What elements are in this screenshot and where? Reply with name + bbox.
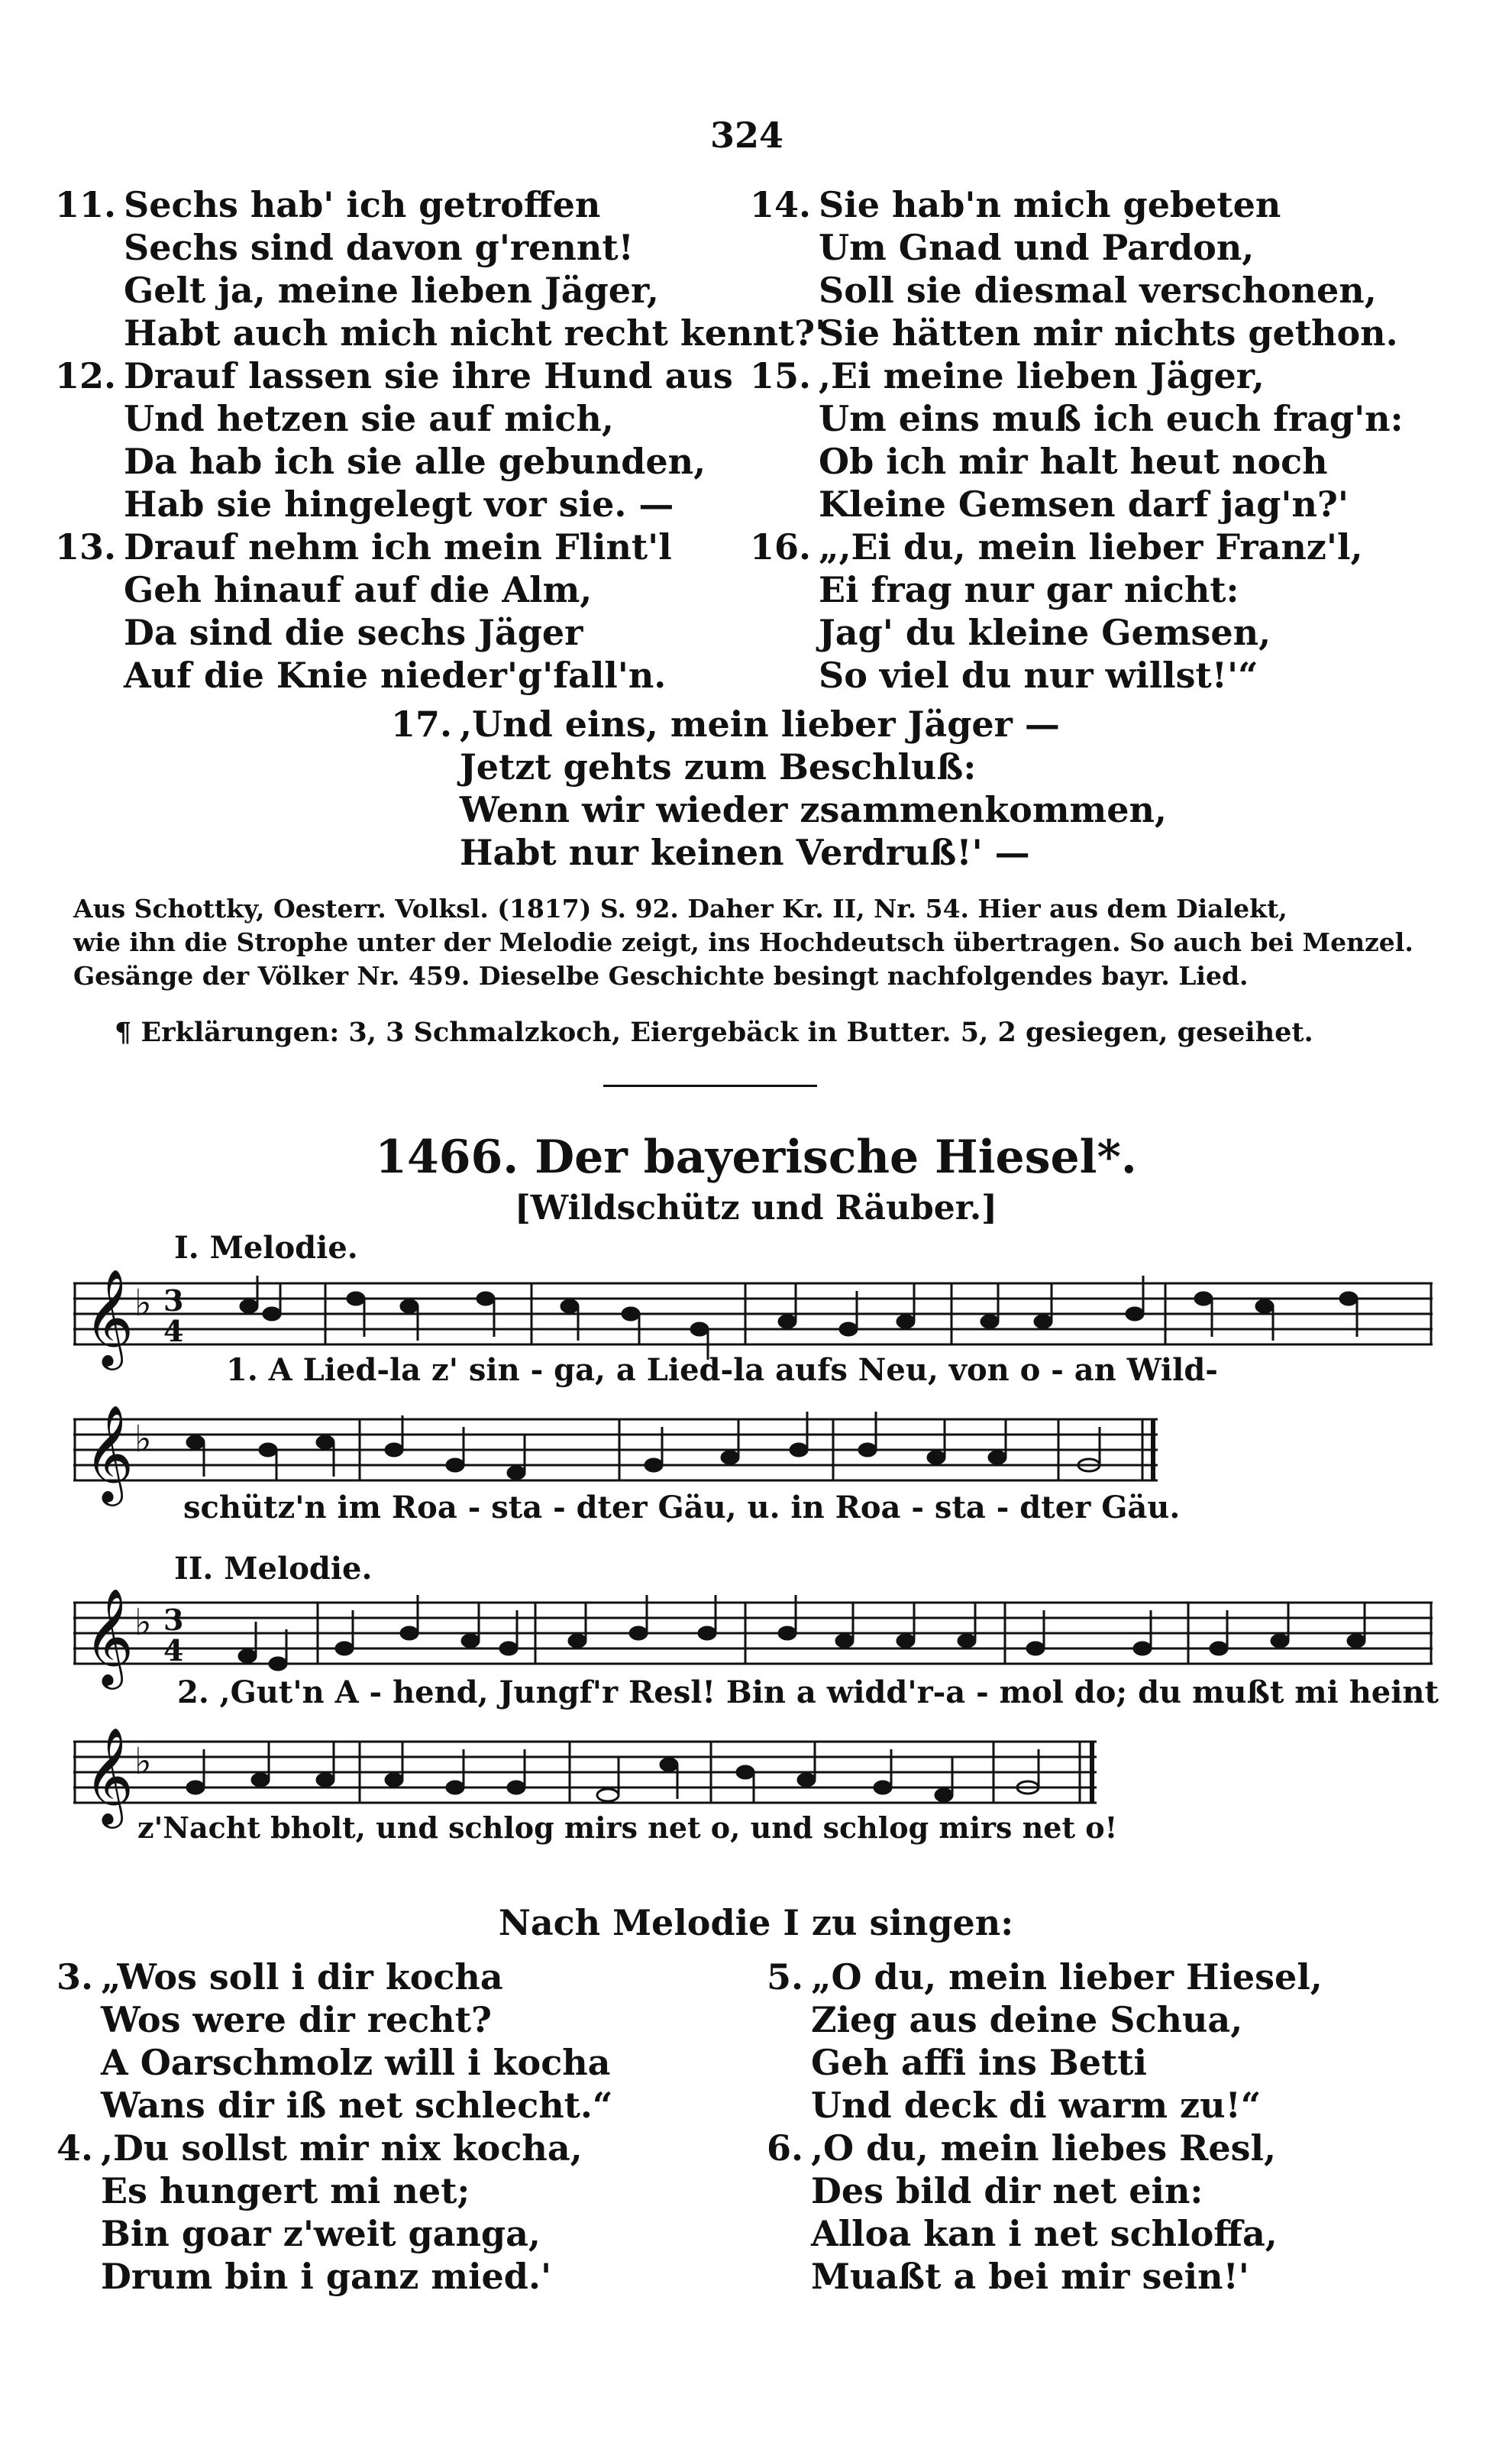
stanza-number: 17. [390, 704, 452, 745]
bottom-left-stanzas [23, 1956, 612, 2298]
stanza-line: A Oarschmolz will i kocha [101, 2042, 611, 2083]
stanza-13 [46, 526, 825, 697]
stanza-6 [733, 2127, 1323, 2298]
stanza-number: 13. [54, 526, 116, 568]
melody-1-lyrics-line-1: 1. A Lied-la z' sin - ga, a Lied-la aufs Neu, von o - an Wild- [226, 1352, 1218, 1388]
stanza-line: Sie hab'n mich gebeten [819, 184, 1281, 225]
right-stanzas [741, 183, 1404, 697]
flat-icon: ♭ [134, 1418, 152, 1461]
stanza-line: Ob ich mir halt heut noch [819, 441, 1328, 482]
stanza-line: „O du, mein lieber Hiesel, [811, 1956, 1323, 1998]
stanza-line: Um eins muß ich euch frag'n: [819, 398, 1404, 439]
treble-clef-icon: 𝄞 [84, 1268, 134, 1366]
melody-2-lyrics-line-1: 2. ,Gut'n A - hend, Jungf'r Resl! Bin a widd'r-a - mol do; du mußt mi heint [177, 1674, 1439, 1710]
stanza-line: Sie hätten mir nichts gethon. [819, 312, 1398, 354]
stanza-line: Zieg aus deine Schua, [811, 1999, 1243, 2040]
stanza-line: Soll sie diesmal verschonen, [819, 270, 1377, 311]
stanza-number: 3. [56, 1956, 93, 1998]
notes [187, 1412, 1100, 1480]
notes [241, 1276, 1357, 1360]
song-title-text: Der bayerische Hiesel*. [535, 1131, 1137, 1184]
melody-1-label: I. Melodie. [174, 1230, 358, 1266]
stanza-line: Wenn wir wieder zsammenkommen, [460, 789, 1167, 830]
stanza-5 [733, 1956, 1323, 2127]
page-number: 324 [710, 115, 784, 156]
time-sig-bottom: 4 [163, 1633, 184, 1668]
flat-icon: ♭ [134, 1282, 152, 1325]
stanza-line: Kleine Gemsen darf jag'n?' [819, 484, 1349, 525]
stanza-line: Jetzt gehts zum Beschluß: [460, 746, 977, 788]
stanza-line: Sechs hab' ich getroffen [124, 184, 601, 225]
source-note-line: Aus Schottky, Oesterr. Volksl. (1817) S. 92. Daher Kr. II, Nr. 54. Hier aus dem Dialekt, [73, 894, 1287, 924]
stanza-line: Alloa kan i net schloffa, [811, 2213, 1278, 2254]
treble-clef-icon: 𝄞 [84, 1404, 134, 1502]
stanza-line: Gelt ja, meine lieben Jäger, [124, 270, 659, 311]
song-number: 1466. [375, 1131, 519, 1184]
section-divider [603, 1085, 817, 1087]
explanation-note: ¶ Erklärungen: 3, 3 Schmalzkoch, Eiergebäck in Butter. 5, 2 gesiegen, geseihet. [115, 1017, 1313, 1048]
stanza-line: Da hab ich sie alle gebunden, [124, 441, 706, 482]
stanza-line: Ei frag nur gar nicht: [819, 569, 1239, 610]
stanza-line: Geh affi ins Betti [811, 2042, 1148, 2083]
flat-icon: ♭ [134, 1601, 152, 1644]
melody-1-lyrics-line-2: schütz'n im Roa - sta - dter Gäu, u. in Roa - sta - dter Gäu. [183, 1490, 1181, 1525]
treble-clef-icon: 𝄞 [84, 1587, 134, 1685]
stanza-line: Muaßt a bei mir sein!' [811, 2256, 1249, 2297]
stanza-line: Jag' du kleine Gemsen, [819, 612, 1271, 653]
stanza-number: 11. [54, 184, 116, 225]
stanza-12 [46, 354, 825, 526]
source-note-line: Gesänge der Völker Nr. 459. Dieselbe Geschichte besingt nachfolgendes bayr. Lied. [73, 961, 1249, 991]
stanza-line: Drum bin i ganz mied.' [101, 2256, 552, 2297]
stanza-line: Auf die Knie nieder'g'fall'n. [124, 655, 667, 696]
source-note-line: wie ihn die Strophe unter der Melodie zeigt, ins Hochdeutsch übertragen. So auch bei Menzel. [73, 927, 1413, 957]
melody-2-lyrics-line-2: z'Nacht bholt, und schlog mirs net o, und schlog mirs net o! [137, 1810, 1118, 1845]
treble-clef-icon: 𝄞 [84, 1726, 134, 1824]
stanza-line: Sechs sind davon g'rennt! [124, 227, 634, 268]
stanza-line: Drauf nehm ich mein Flint'l [124, 526, 672, 568]
stanza-16 [741, 526, 1404, 697]
bottom-right-stanzas [733, 1956, 1323, 2298]
flat-icon: ♭ [134, 1740, 152, 1783]
stanza-line: Habt auch mich nicht recht kennt?' [124, 312, 826, 354]
stanza-line: Um Gnad und Pardon, [819, 227, 1255, 268]
stanza-line: ,Ei meine lieben Jäger, [819, 355, 1265, 396]
stanza-line: Wos were dir recht? [101, 1999, 492, 2040]
stanza-line: Und hetzen sie auf mich, [124, 398, 614, 439]
stanza-number: 15. [749, 355, 811, 396]
stanza-number: 14. [749, 184, 811, 225]
time-sig-bottom: 4 [163, 1314, 184, 1348]
time-sig-top: 3 [163, 1283, 184, 1318]
stanza-line: „,Ei du, mein lieber Franz'l, [819, 526, 1363, 568]
stanza-line: Bin goar z'weit ganga, [101, 2213, 541, 2254]
stanza-line: Habt nur keinen Verdruß!' — [460, 832, 1030, 873]
stanza-line: Hab sie hingelegt vor sie. — [124, 484, 674, 525]
left-stanzas [46, 183, 825, 697]
time-sig-top: 3 [163, 1603, 184, 1637]
stanza-11 [46, 183, 825, 354]
stanza-line: So viel du nur willst!'“ [819, 655, 1258, 696]
stanza-4 [23, 2127, 612, 2298]
song-subtitle: [Wildschütz und Räuber.] [514, 1189, 997, 1228]
stanza-line: Wans dir iß net schlecht.“ [101, 2085, 613, 2126]
song-title [0, 1131, 1512, 1184]
stanza-line: ,Und eins, mein lieber Jäger — [460, 704, 1060, 745]
stanza-line: Da sind die sechs Jäger [124, 612, 583, 653]
stanza-line: Des bild dir net ein: [811, 2170, 1203, 2211]
stanza-14 [741, 183, 1404, 354]
stanza-number: 12. [54, 355, 116, 396]
stanza-line: Und deck di warm zu!“ [811, 2085, 1262, 2126]
stanza-line: ,Du sollst mir nix kocha, [101, 2127, 583, 2169]
stanza-line: „Wos soll i dir kocha [101, 1956, 503, 1998]
stanza-number: 5. [766, 1956, 803, 1998]
stanza-number: 6. [766, 2127, 803, 2169]
stanza-line: Drauf lassen sie ihre Hund aus [124, 355, 733, 396]
stanza-3 [23, 1956, 612, 2127]
melody-2-label: II. Melodie. [174, 1551, 373, 1587]
stanza-line: ,O du, mein liebes Resl, [811, 2127, 1277, 2169]
stanza-15 [741, 354, 1404, 526]
stanza-line: Es hungert mi net; [101, 2170, 470, 2211]
stanza-number: 4. [56, 2127, 93, 2169]
stanza-line: Geh hinauf auf die Alm, [124, 569, 593, 610]
sing-heading: Nach Melodie I zu singen: [498, 1902, 1014, 1943]
stanza-number: 16. [749, 526, 811, 568]
stanza-17 [382, 703, 1167, 874]
